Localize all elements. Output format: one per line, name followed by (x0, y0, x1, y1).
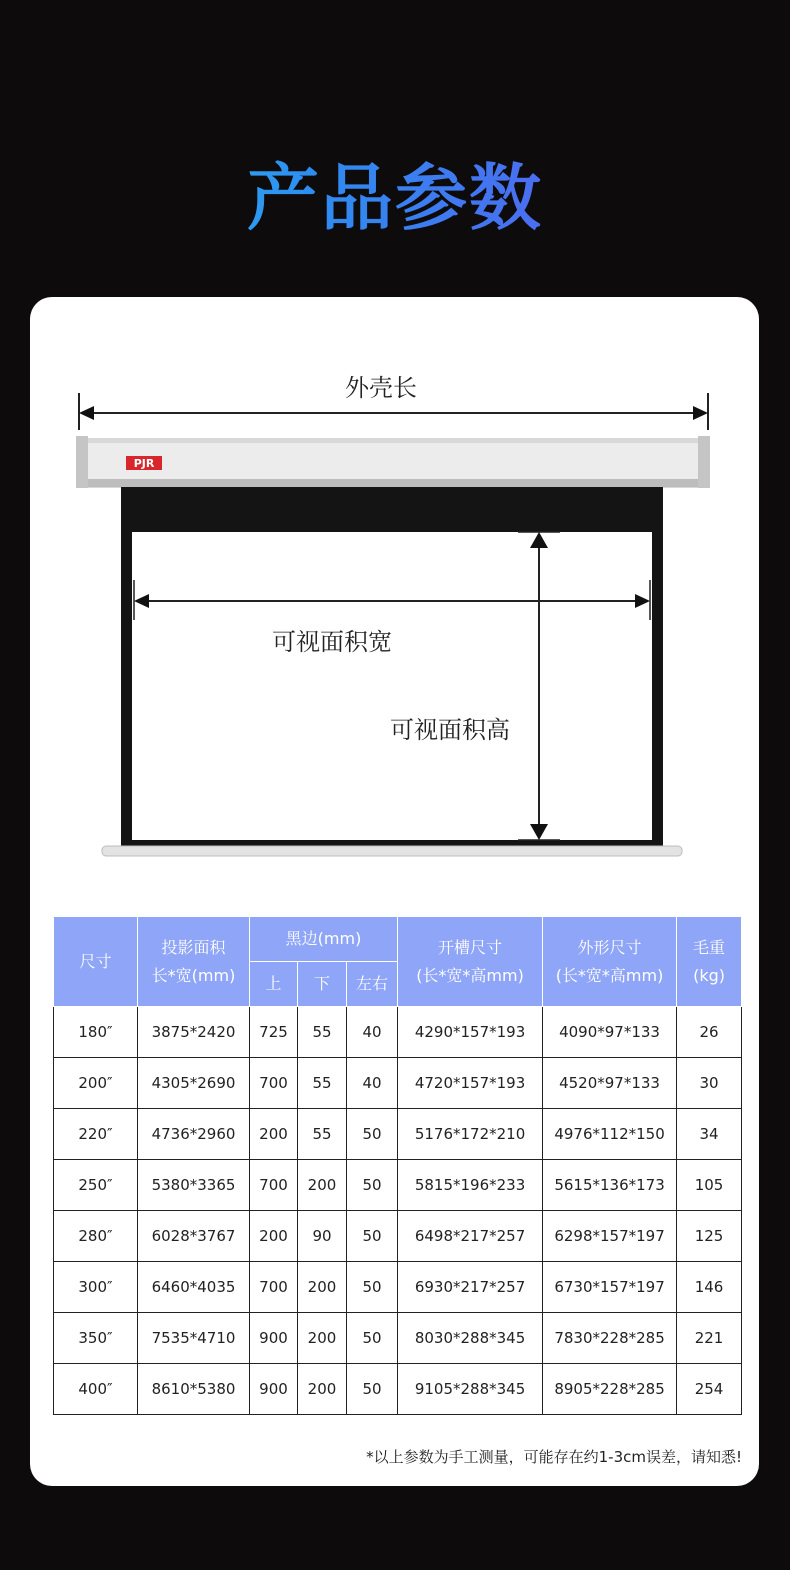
table-row: 280″ 6028*3767 200 90 50 6498*217*257 6298*157*197 125 (54, 1211, 742, 1262)
table-row: 350″ 7535*4710 900 200 50 8030*288*345 7830*228*285 221 (54, 1313, 742, 1364)
table-row: 400″ 8610*5380 900 200 50 9105*288*345 8905*228*285 254 (54, 1364, 742, 1415)
page-title: 产品参数 (0, 140, 790, 244)
col-outer: 外形尺寸 (长*宽*高mm) (543, 917, 677, 1007)
housing-bottom-edge (88, 479, 698, 487)
bottom-weight-bar (102, 846, 682, 856)
col-border-side: 左右 (347, 962, 398, 1007)
table-row: 250″ 5380*3365 700 200 50 5815*196*233 5615*136*173 105 (54, 1160, 742, 1211)
arrow-left-icon (79, 406, 94, 420)
view-width-label: 可视面积宽 (272, 628, 392, 656)
screen-viewing-area (132, 532, 652, 840)
table-row: 300″ 6460*4035 700 200 50 6930*217*257 6730*157*197 146 (54, 1262, 742, 1313)
housing-face (88, 443, 698, 479)
col-slot: 开槽尺寸 (长*宽*高mm) (398, 917, 543, 1007)
shell-length-label: 外壳长 (345, 374, 417, 402)
col-border-top: 上 (250, 962, 298, 1007)
table-row: 220″ 4736*2960 200 55 50 5176*172*210 4976*112*150 34 (54, 1109, 742, 1160)
brand-logo-text: PJR (133, 457, 155, 470)
housing-right-cap (698, 436, 710, 488)
housing-left-cap (76, 436, 88, 488)
col-border-bottom: 下 (298, 962, 347, 1007)
view-height-label: 可视面积高 (390, 716, 510, 744)
spec-table (53, 916, 742, 1415)
table-row: 180″ 3875*2420 725 55 40 4290*157*193 4090*97*133 26 (54, 1007, 742, 1058)
col-border: 黑边(mm) (250, 917, 398, 962)
col-projection: 投影面积 长*宽(mm) (138, 917, 250, 1007)
col-size: 尺寸 (54, 917, 138, 1007)
table-row: 200″ 4305*2690 700 55 40 4720*157*193 4520*97*133 30 (54, 1058, 742, 1109)
col-weight: 毛重 (kg) (677, 917, 742, 1007)
measurement-note: *以上参数为手工测量，可能存在约1-3cm误差，请知悉! (366, 1448, 742, 1466)
arrow-right-icon (693, 406, 708, 420)
